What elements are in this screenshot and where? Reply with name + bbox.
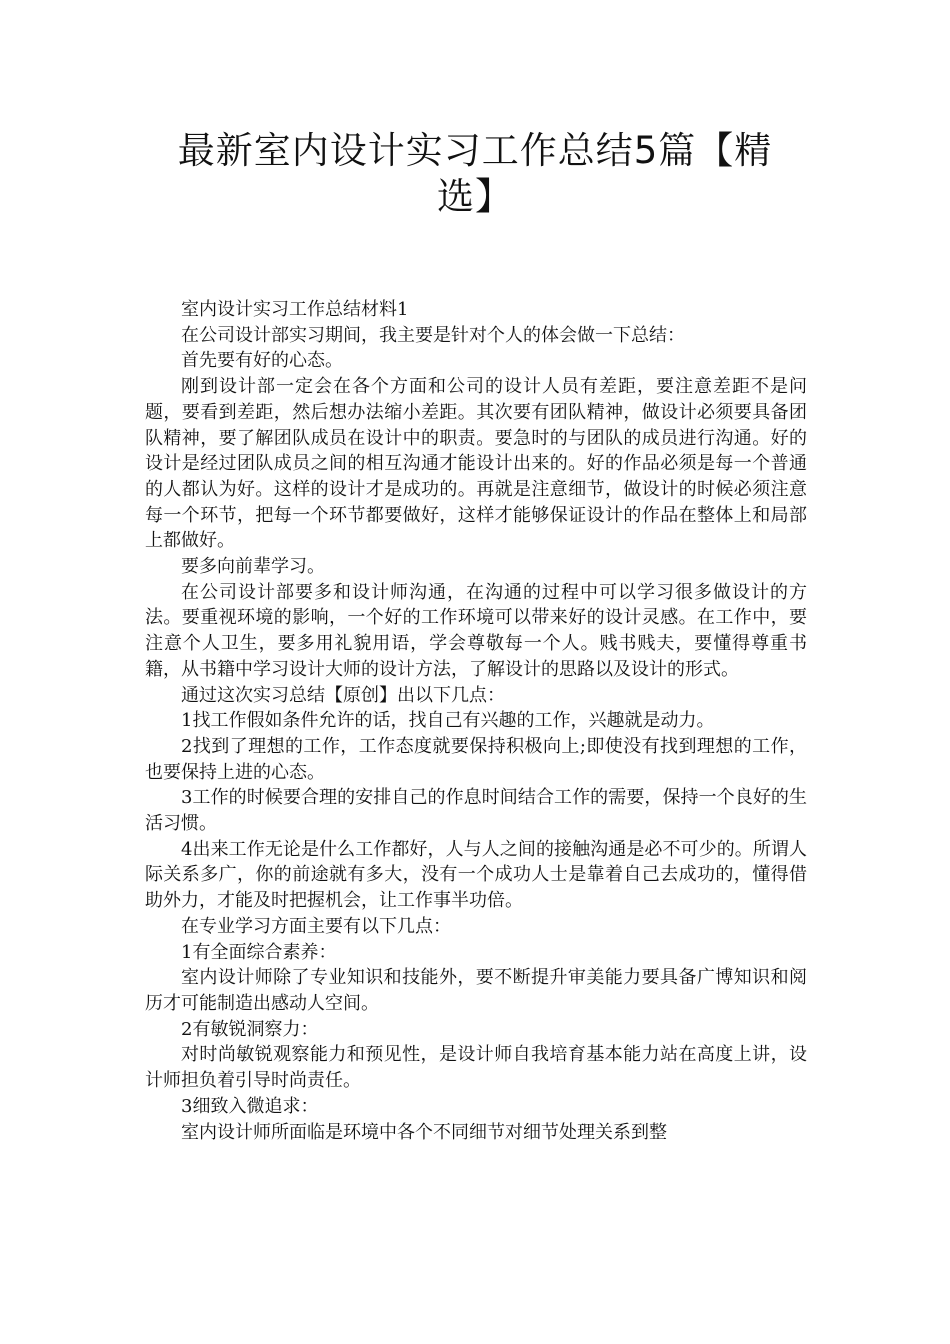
paragraph: 在公司设计部实习期间，我主要是针对个人的体会做一下总结： bbox=[181, 324, 685, 346]
paragraph: 4出来工作无论是什么工作都好，人与人之间的接触沟通是必不可少的。所谓人际关系多广，你的前途就有多大，没有一个成功人士是靠着自己去成功的，懂得借助外力，才能及时把握机会，让工作事半功倍。 bbox=[145, 838, 807, 912]
paragraph: 室内设计师所面临是环境中各个不同细节对细节处理关系到整 bbox=[181, 1121, 667, 1143]
paragraph: 3细致入微追求： bbox=[181, 1095, 319, 1117]
paragraph: 刚到设计部一定会在各个方面和公司的设计人员有差距，要注意差距不是问题，要看到差距，然后想办法缩小差距。其次要有团队精神，做设计必须要具备团队精神，要了解团队成员在设计中的职责。要急时的与团队的成员进行沟通。好的设计是经过团队成员之间的相互沟通才能设计出来的。好的作品必须是每一个普通的人都认为好。这样的设计才是成功的。再就是注意细节，做设计的时候必须注意每一个环节，把每一个环节都要做好，这样才能够保证设计的作品在整体上和局部上都做好。 bbox=[145, 376, 807, 552]
paragraph: 2有敏锐洞察力： bbox=[181, 1018, 319, 1040]
paragraph: 3工作的时候要合理的安排自己的作息时间结合工作的需要，保持一个良好的生活习惯。 bbox=[145, 787, 807, 835]
paragraph: 室内设计师除了专业知识和技能外，要不断提升审美能力要具备广博知识和阅历才可能制造出感动人空间。 bbox=[145, 967, 807, 1014]
paragraph: 对时尚敏锐观察能力和预见性，是设计师自我培育基本能力站在高度上讲，设计师担负着引导时尚责任。 bbox=[145, 1044, 807, 1092]
paragraph: 室内设计实习工作总结材料1 bbox=[181, 299, 409, 320]
paragraph: 在专业学习方面主要有以下几点： bbox=[181, 915, 451, 937]
paragraph: 1找工作假如条件允许的话，找自己有兴趣的工作，兴趣就是动力。 bbox=[181, 710, 715, 732]
paragraph: 1有全面综合素养： bbox=[181, 941, 337, 963]
paragraph: 2找到了理想的工作，工作态度就要保持积极向上;即使没有找到理想的工作，也要保持上进的心态。 bbox=[145, 735, 807, 783]
paragraph: 要多向前辈学习。 bbox=[181, 556, 325, 578]
paragraph: 首先要有好的心态。 bbox=[181, 350, 343, 372]
paragraph: 通过这次实习总结【原创】出以下几点： bbox=[181, 684, 505, 706]
document-body bbox=[145, 297, 807, 1145]
paragraph: 在公司设计部要多和设计师沟通，在沟通的过程中可以学习很多做设计的方法。要重视环境的影响，一个好的工作环境可以带来好的设计灵感。在工作中，要注意个人卫生，要多用礼貌用语，学会尊敬每一个人。贱书贱夫，要懂得尊重书籍，从书籍中学习设计大师的设计方法，了解设计的思路以及设计的形式。 bbox=[145, 581, 807, 680]
document-title: 最新室内设计实习工作总结5篇【精选】 bbox=[177, 129, 773, 218]
